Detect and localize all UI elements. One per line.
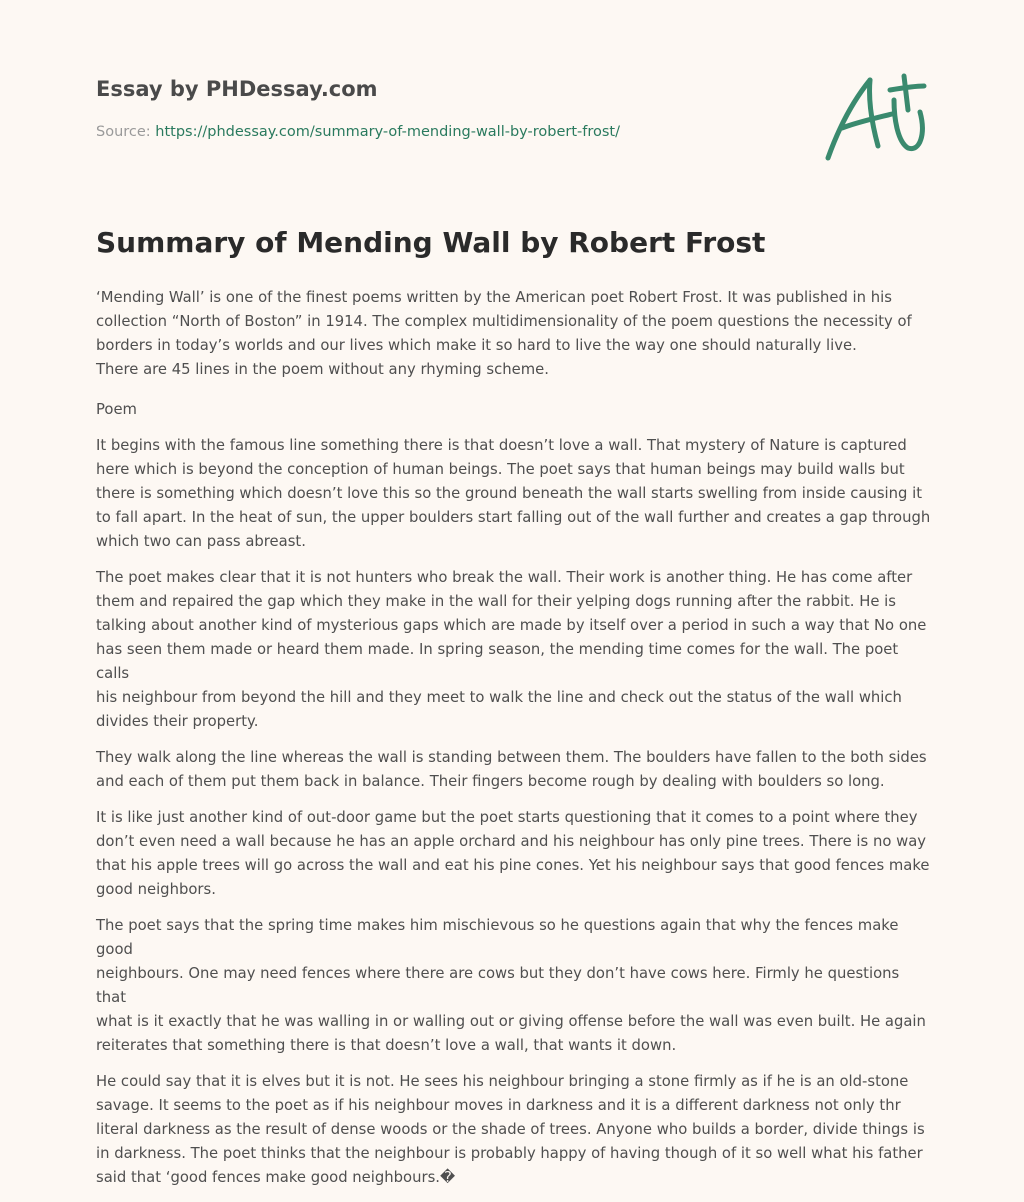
text-line: literal darkness as the result of dense woods or the shade of trees. Anyone who builds a border, divide things is bbox=[96, 1121, 925, 1138]
body-paragraph bbox=[96, 746, 932, 794]
text-line: said that ‘good fences make good neighbours.� bbox=[96, 1169, 456, 1186]
text-line: There are 45 lines in the poem without any rhyming scheme. bbox=[96, 361, 549, 378]
text-line: ‘Mending Wall’ is one of the finest poems written by the American poet Robert Frost. It was published in his bbox=[96, 289, 892, 306]
text-line: them and repaired the gap which they make in the wall for their yelping dogs running after the rabbit. He is bbox=[96, 593, 896, 610]
text-line: and each of them put them back in balance. Their fingers become rough by dealing with boulders so long. bbox=[96, 773, 885, 790]
text-line: here which is beyond the conception of human beings. The poet says that human beings may build walls but bbox=[96, 461, 905, 478]
text-line: They walk along the line whereas the wall is standing between them. The boulders have fallen to the both sides bbox=[96, 749, 927, 766]
text-line: savage. It seems to the poet as if his neighbour moves in darkness and it is a different darkness not only thr bbox=[96, 1097, 901, 1114]
text-line: in darkness. The poet thinks that the neighbour is probably happy of having though of it so well what his father bbox=[96, 1145, 923, 1162]
text-line: has seen them made or heard them made. In spring season, the mending time comes for the wall. The poet calls bbox=[96, 641, 899, 682]
article-body bbox=[96, 286, 932, 1202]
text-line: to fall apart. In the heat of sun, the upper boulders start falling out of the wall further and creates a gap through bbox=[96, 509, 931, 526]
body-paragraph bbox=[96, 566, 932, 734]
text-line: what is it exactly that he was walling in or walling out or giving offense before the wall was even built. He again bbox=[96, 1013, 926, 1030]
text-line: divides their property. bbox=[96, 713, 259, 730]
section-label: Poem bbox=[96, 401, 137, 418]
source-line bbox=[96, 124, 620, 140]
text-line: good neighbors. bbox=[96, 881, 216, 898]
text-line: The poet says that the spring time makes him mischievous so he questions again that why the fences make good bbox=[96, 917, 899, 958]
a-plus-logo-icon bbox=[824, 68, 928, 166]
text-line: collection “North of Boston” in 1914. The complex multidimensionality of the poem questions the necessity of bbox=[96, 313, 912, 330]
text-line: reiterates that something there is that doesn’t love a wall, that wants it down. bbox=[96, 1037, 677, 1054]
source-link[interactable]: https://phdessay.com/summary-of-mending-wall-by-robert-frost/ bbox=[155, 124, 620, 140]
text-line: It is like just another kind of out-door game but the poet starts questioning that it comes to a point where they bbox=[96, 809, 918, 826]
text-line: talking about another kind of mysterious gaps which are made by itself over a period in such a way that No one bbox=[96, 617, 927, 634]
body-paragraph bbox=[96, 914, 932, 1058]
site-brand: Essay by PHDessay.com bbox=[96, 77, 378, 101]
intro-paragraph bbox=[96, 286, 932, 382]
text-line: that his apple trees will go across the wall and eat his pine cones. Yet his neighbour says that good fences make bbox=[96, 857, 930, 874]
body-paragraph bbox=[96, 434, 932, 554]
body-paragraph bbox=[96, 806, 932, 902]
text-line: there is something which doesn’t love this so the ground beneath the wall starts swelling from inside causing it bbox=[96, 485, 923, 502]
text-line: neighbours. One may need fences where there are cows but they don’t have cows here. Firmly he questions that bbox=[96, 965, 900, 1006]
text-line: his neighbour from beyond the hill and they meet to walk the line and check out the status of the wall which bbox=[96, 689, 902, 706]
text-line: don’t even need a wall because he has an apple orchard and his neighbour has only pine trees. There is no way bbox=[96, 833, 927, 850]
article-title: Summary of Mending Wall by Robert Frost bbox=[96, 226, 766, 259]
text-line: It begins with the famous line something there is that doesn’t love a wall. That mystery of Nature is captured bbox=[96, 437, 907, 454]
text-line: which two can pass abreast. bbox=[96, 533, 306, 550]
text-line: He could say that it is elves but it is not. He sees his neighbour bringing a stone firmly as if he is an old-stone bbox=[96, 1073, 909, 1090]
source-label: Source: bbox=[96, 124, 156, 140]
body-paragraph bbox=[96, 1070, 932, 1190]
text-line: The poet makes clear that it is not hunters who break the wall. Their work is another thing. He has come after bbox=[96, 569, 913, 586]
text-line: borders in today’s worlds and our lives which make it so hard to live the way one should naturally live. bbox=[96, 337, 857, 354]
